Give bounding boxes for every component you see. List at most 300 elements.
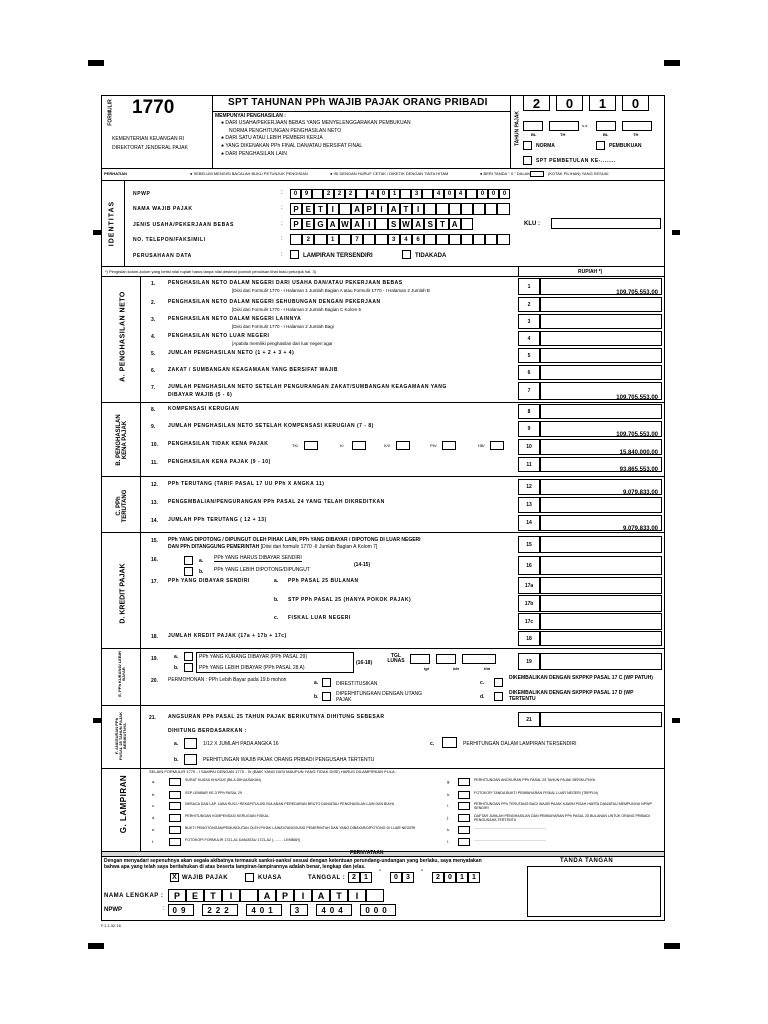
bullet-item: ● DARI SATU ATAU LEBIH PEMBERI KERJA — [221, 135, 323, 141]
npwp-digit-cell[interactable]: 4 — [367, 189, 378, 199]
nama-lengkap-cell[interactable]: E — [186, 889, 204, 902]
row-17a-label: PPh PASAL 25 BULANAN — [288, 578, 359, 584]
nama-char-cell[interactable]: T — [400, 203, 412, 215]
nama-lengkap-cell[interactable]: P — [168, 889, 186, 902]
row-value[interactable] — [540, 404, 662, 419]
nama-lengkap-cell[interactable]: I — [294, 889, 312, 902]
npwp-digit-cell[interactable]: 0 — [378, 189, 389, 199]
row-21b-key: b. — [174, 757, 179, 763]
nama-char-cell[interactable] — [497, 203, 509, 215]
kuasa-checkbox[interactable] — [245, 873, 254, 882]
bln-label: bln — [453, 666, 459, 671]
telp-digit-cell[interactable] — [314, 234, 326, 245]
jenis-char-cell[interactable]: A — [351, 218, 363, 230]
npwp-digit-cell[interactable]: 0 — [290, 189, 301, 199]
row-number: 5. — [151, 351, 156, 357]
skppkp-17d-checkbox[interactable] — [494, 692, 503, 701]
perhatian-note: ● SEBELUM MENGISI BACALAH BUKU PETUNJUK PENGISIAN — [190, 171, 308, 176]
tgl-field[interactable] — [410, 654, 430, 664]
npwp-group-cell[interactable]: 000 — [360, 904, 396, 916]
row-label: PENGHASILAN KENA PAJAK (9 - 10) — [168, 459, 271, 465]
jenis-char-cell[interactable]: W — [339, 218, 351, 230]
jenis-char-cell[interactable]: G — [314, 218, 326, 230]
row-value[interactable] — [540, 348, 662, 363]
nama-lengkap-cell[interactable]: I — [222, 889, 240, 902]
row-sublabel: [Apabila memiliki penghasilan dari luar negeri agar — [232, 341, 333, 346]
npwp-digit-cell[interactable]: 0 — [444, 189, 455, 199]
npwp-digit-cell[interactable] — [400, 189, 411, 199]
telp-digit-cell[interactable]: 4 — [400, 234, 412, 245]
bl-label: BL — [531, 132, 537, 137]
nama-lengkap-label: NAMA LENGKAP : — [104, 893, 164, 899]
restitusi-checkbox[interactable] — [322, 678, 331, 687]
lampiran-item: ........................................................................ — [474, 826, 546, 830]
row-box-number: 10 — [518, 439, 540, 455]
telp-digit-cell[interactable] — [339, 234, 351, 245]
row-number: 1. — [151, 281, 156, 287]
registration-mark — [88, 943, 104, 949]
row-number: 10. — [151, 442, 158, 448]
bullet-item: ● DARI USAHA/PEKERJAAN BEBAS YANG MENYELENGGARAKAN PEMBUKUAN — [221, 120, 411, 126]
row-16b-checkbox[interactable] — [184, 567, 193, 576]
row-19-bracket — [196, 652, 354, 673]
lampiran-item: PERHITUNGAN KOMPENSASI KERUGIAN FISKAL — [185, 814, 270, 818]
row-19b-checkbox[interactable] — [184, 663, 193, 672]
jenis-char-cell[interactable]: S — [424, 218, 436, 230]
lampiran-key: j. — [447, 815, 449, 820]
npwp-digit-cell[interactable] — [422, 189, 433, 199]
npwp-group-cell[interactable]: 401 — [246, 904, 282, 916]
lampiran-item: FOTOKOPI TANDA BUKTI PEMBAYARAN FISKAL LUAR NEGERI (TBPFLN) — [474, 791, 598, 795]
jenis-char-cell[interactable]: P — [290, 218, 302, 230]
row-20a-label: DIRESTITUSIKAN — [336, 681, 378, 687]
date-digit-cell[interactable]: 3 — [402, 872, 414, 883]
row-box-number: 8 — [518, 404, 540, 419]
row-box-number: 14 — [518, 515, 540, 531]
row-label: JUMLAH PENGHASILAN NETO SETELAH KOMPENSASI KERUGIAN (7 - 8) — [168, 423, 374, 429]
period-end-bl[interactable] — [596, 121, 616, 131]
date-digit-cell[interactable]: 0 — [444, 872, 456, 883]
row-number: 20. — [151, 678, 158, 684]
npwp-digit-cell[interactable]: 2 — [323, 189, 334, 199]
date-digit-cell[interactable]: 2 — [348, 872, 360, 883]
telp-digit-cell[interactable] — [485, 234, 497, 245]
row-17b-label: STP PPh PASAL 25 (HANYA POKOK PAJAK) — [288, 597, 412, 603]
row-19a-checkbox[interactable] — [184, 652, 193, 661]
lampiran-key: a. — [152, 779, 156, 784]
lampiran-item: FOTOKOPI FORMULIR 1721-A1 DAN/ATAU 1721-A2 (.......... LEMBAR) — [185, 838, 301, 842]
row-17c-value[interactable] — [540, 613, 662, 630]
row-number: 17. — [151, 579, 158, 585]
directorate-name: DIREKTORAT JENDERAL PAJAK — [112, 145, 188, 151]
npwp-digit-cell[interactable]: 9 — [301, 189, 312, 199]
row-21a-key: a. — [174, 741, 179, 747]
row-number: 6. — [151, 368, 156, 374]
ptkp-status-label: TK/ — [292, 443, 299, 448]
telp-digit-cell[interactable] — [290, 234, 302, 245]
th-label: TH — [560, 132, 566, 137]
wajib-pajak-label: WAJIB PAJAK — [182, 875, 229, 881]
nama-lengkap-cell[interactable]: I — [348, 889, 366, 902]
identitas-label: IDENTITAS — [108, 200, 116, 247]
row-box-number: 17b — [518, 595, 540, 612]
row-number: 16. — [151, 557, 158, 563]
year-digit[interactable]: 0 — [622, 95, 649, 111]
npwp-digit-cell[interactable]: 0 — [477, 189, 488, 199]
row-21a-label: 1/12 X JUMLAH PADA ANGKA 16 — [203, 741, 279, 747]
lampiran-item: PERHITUNGAN ANGSURAN PPh PASAL 25 TAHUN PAJAK BERIKUTNYA — [474, 778, 596, 782]
jenis-char-cell[interactable]: T — [436, 218, 448, 230]
npwp-digit-cell[interactable]: 2 — [334, 189, 345, 199]
period-end-th[interactable] — [622, 121, 652, 131]
lampiran-checkbox[interactable] — [169, 814, 181, 822]
thn-field[interactable] — [462, 654, 496, 664]
lampiran-checkbox[interactable] — [169, 802, 181, 810]
bullet-item: NORMA PENGHITUNGAN PENGHASILAN NETO — [229, 128, 342, 134]
telp-digit-cell[interactable] — [473, 234, 485, 245]
row-16a-checkbox[interactable] — [184, 556, 193, 565]
row-number: 15. — [151, 538, 158, 544]
npwp-digit-cell[interactable] — [312, 189, 323, 199]
perhatian-note: ● BERI TANDA " X " DALAM — [480, 171, 531, 176]
date-digit-cell[interactable]: 0 — [390, 872, 402, 883]
angsuran-b-checkbox[interactable] — [184, 754, 197, 765]
lampiran-intro: SELAIN FORMULIR 1770 - I SAMPAI DENGAN 1770 - IV (BAIK YANG DIISI MAUPUN YANG TIDAK DIISI) HARUS DILAMPIRKAN PULA : — [149, 769, 397, 774]
row-value[interactable]: 109,705,553.00 — [540, 382, 662, 400]
row-value[interactable] — [540, 331, 662, 346]
row-label: JUMLAH PPh TERUTANG ( 12 + 13) — [168, 517, 267, 523]
row-16b-key: b. — [199, 569, 204, 575]
pembukuan-label: PEMBUKUAN — [609, 143, 642, 149]
lampiran-checkbox[interactable] — [458, 802, 470, 810]
period-start-bl[interactable] — [523, 121, 543, 131]
nama-char-cell[interactable]: P — [363, 203, 375, 215]
row-sublabel: [Diisi dari Formulir 1770 - I Halaman 2 Jumlah Bagi — [232, 324, 334, 329]
perusahaan-data-label: PERUSAHAAN DATA — [133, 253, 192, 259]
row-20a-key: a. — [314, 680, 319, 686]
date-digit-cell[interactable]: 2 — [432, 872, 444, 883]
npwp-group-cell[interactable]: 404 — [316, 904, 352, 916]
lampiran-item: BUKTI PEMOTONGAN/PEMUNGUTAN OLEH PIHAK LAIN/DITANGGUNG PEMERINTAH DAN YANG DIBAYAR/DIPOTONG DI LUAR NEGERI — [185, 826, 416, 830]
npwp-digit-cell[interactable] — [356, 189, 367, 199]
row-21-value[interactable] — [540, 712, 662, 727]
row-value[interactable]: 9,079,833.00 — [540, 479, 662, 495]
nama-char-cell[interactable] — [424, 203, 436, 215]
row-17c-key: c. — [274, 615, 279, 621]
klu-field[interactable] — [551, 218, 661, 229]
lampiran-item: DAFTAR JUMLAH PENGHASILAN DAN PEMBAYARAN PPh PASAL 25 BULANAN UNTUK ORANG PRIBADI PENGUSAHA TERTENTU — [474, 814, 650, 823]
telp-digit-cell[interactable] — [375, 234, 387, 245]
row-box-number: 12 — [518, 479, 540, 495]
row-16a-label: PPh YANG HARUS DIBAYAR SENDIRI — [214, 555, 302, 561]
row-value[interactable] — [540, 297, 662, 312]
row-number: 7. — [151, 385, 156, 391]
row-19a-key: a. — [174, 654, 179, 660]
date-digit-cell[interactable]: 1 — [456, 872, 468, 883]
jenis-char-cell[interactable]: A — [327, 218, 339, 230]
nama-char-cell[interactable] — [449, 203, 461, 215]
jenis-char-cell[interactable]: I — [363, 218, 375, 230]
lampiran-key: i. — [447, 803, 449, 808]
row-sublabel: DIBAYAR WAJIB (5 - 6) — [168, 392, 233, 398]
ptkp-status-label: PH/ — [430, 443, 437, 448]
row-value[interactable]: 15,840,000.00 — [540, 439, 662, 455]
nama-lengkap-cell[interactable]: T — [330, 889, 348, 902]
formulir-label: FORMULIR — [107, 99, 114, 126]
jenis-char-cell[interactable] — [375, 218, 387, 230]
jenis-char-cell[interactable]: E — [302, 218, 314, 230]
row-15-label-2: DAN PPh DITANGGUNG PEMERINTAH [Diisi dari formulir 1770 -II Jumlah Bagian A Kolom 7] — [168, 544, 378, 550]
row-value[interactable] — [540, 497, 662, 513]
npwp-digit-cell[interactable]: 0 — [499, 189, 510, 199]
row-box-number: 16 — [518, 556, 540, 575]
telp-digit-cell[interactable] — [424, 234, 436, 245]
row-16-formula: (14-15) — [354, 562, 371, 568]
ptkp-status-field[interactable] — [396, 441, 410, 450]
row-value[interactable]: 109,705,553.00 — [540, 278, 662, 295]
lampiran-key: c. — [152, 803, 156, 808]
nama-lengkap-cell[interactable]: A — [312, 889, 330, 902]
section-g-label: G. LAMPIRAN — [119, 774, 128, 834]
row-19a-label: PPh YANG KURANG DIBAYAR (PPh PASAL 29) — [199, 654, 308, 660]
nama-char-cell[interactable] — [485, 203, 497, 215]
lampiran-key: g. — [447, 779, 451, 784]
nama-char-cell[interactable] — [461, 203, 473, 215]
row-16-value[interactable] — [540, 556, 662, 575]
row-value[interactable] — [540, 365, 662, 380]
lampiran-checkbox[interactable] — [458, 838, 470, 846]
registration-mark — [93, 718, 101, 723]
section-f-label: F. ANGSURAN PPh PASAL 25 TAHUN PAJAK BERIKUTNYA — [114, 712, 127, 760]
row-18-value[interactable] — [540, 631, 662, 646]
row-box-number: 6 — [518, 365, 540, 380]
row-value[interactable] — [540, 314, 662, 329]
row-17b-value[interactable] — [540, 595, 662, 612]
lampiran-checkbox[interactable] — [458, 826, 470, 834]
sd-label: s.d — [582, 123, 588, 128]
ptkp-status-field[interactable] — [352, 441, 366, 450]
npwp-digit-cell[interactable]: 0 — [488, 189, 499, 199]
tahun-pajak-label: TAHUN PAJAK — [514, 110, 521, 147]
nama-char-cell[interactable] — [473, 203, 485, 215]
row-20b-key: b. — [314, 694, 319, 700]
jenis-char-cell[interactable]: S — [388, 218, 400, 230]
row-17b-key: b. — [274, 597, 279, 603]
telp-digit-cell[interactable] — [497, 234, 509, 245]
row-17-label: PPh YANG DIBAYAR SENDIRI — [168, 578, 250, 584]
nama-char-cell[interactable]: I — [327, 203, 339, 215]
section-a-label: A. PENGHASILAN NETO — [119, 291, 127, 382]
date-digit-cell[interactable]: 1 — [468, 872, 480, 883]
row-19b-label: PPh YANG LEBIH DIBAYAR (PPh PASAL 28 A) — [199, 665, 305, 671]
lampiran-checkbox[interactable] — [458, 778, 470, 786]
nama-char-cell[interactable] — [339, 203, 351, 215]
date-separator: - — [421, 868, 423, 874]
telp-digit-cell[interactable] — [436, 234, 448, 245]
npwp-group-cell[interactable]: 222 — [202, 904, 238, 916]
row-value[interactable]: 109,705,553.00 — [540, 421, 662, 437]
year-digit[interactable]: 0 — [556, 95, 583, 111]
telp-digit-cell[interactable] — [363, 234, 375, 245]
row-label: PENGHASILAN NETO DALAM NEGERI DARI USAHA DAN/ATAU PEKERJAAN BEBAS — [168, 280, 403, 286]
ptkp-status-label: K/I/ — [384, 443, 391, 448]
pernyataan-text-2: bahwa apa yang telah saya beritahukan di atas beserta lampiran-lampirannya adalah benar, lengkap dan jelas. — [104, 864, 366, 870]
row-21c-key: c. — [430, 741, 435, 747]
year-digit[interactable]: 1 — [589, 95, 616, 111]
row-20c-key: c. — [480, 680, 485, 686]
nama-char-cell[interactable] — [436, 203, 448, 215]
year-digit[interactable]: 2 — [523, 95, 550, 111]
footer-code: F.1.1.32.16 — [101, 923, 121, 928]
row-20-label: PERMOHONAN : PPh Lebih Bayar pada 19.b mohon — [168, 677, 287, 683]
jenis-char-cell[interactable]: W — [400, 218, 412, 230]
angsuran-c-checkbox[interactable] — [442, 737, 457, 748]
sample-checkbox — [530, 171, 544, 177]
row-box-number: 7 — [518, 382, 540, 400]
row-box-number: 17a — [518, 577, 540, 594]
npwp-group-cell[interactable]: 3 — [290, 904, 308, 916]
nama-lengkap-cell[interactable]: P — [276, 889, 294, 902]
ptkp-status-label: HB/ — [478, 443, 485, 448]
utang-pajak-checkbox[interactable] — [322, 692, 331, 701]
period-start-th[interactable] — [549, 121, 579, 131]
npwp-digit-cell[interactable]: 4 — [455, 189, 466, 199]
row-17a-value[interactable] — [540, 577, 662, 594]
registration-mark — [93, 230, 101, 235]
tanggal-label: TANGGAL : — [308, 875, 346, 881]
row-number: 3. — [151, 317, 156, 323]
telp-digit-cell[interactable]: 1 — [327, 234, 339, 245]
skppkp-17c-checkbox[interactable] — [494, 678, 503, 687]
row-label: PENGEMBALIAN/PENGURANGAN PPh PASAL 24 YANG TELAH DIKREDITKAN — [168, 499, 385, 505]
npwp-digit-cell[interactable]: 2 — [345, 189, 356, 199]
row-18-label: JUMLAH KREDIT PAJAK (17a + 17b + 17c) — [168, 633, 287, 639]
row-15-value[interactable] — [540, 536, 662, 553]
row-number: 14. — [151, 518, 158, 524]
wajib-pajak-checkbox[interactable]: X — [170, 873, 179, 882]
nama-char-cell[interactable]: A — [388, 203, 400, 215]
row-number: 8. — [151, 407, 156, 413]
registration-mark — [672, 718, 680, 723]
lampiran-tersendiri-label: LAMPIRAN TERSENDIRI — [303, 253, 373, 259]
nama-char-cell[interactable]: P — [290, 203, 302, 215]
nama-char-cell[interactable]: E — [302, 203, 314, 215]
row-number: 18. — [151, 634, 158, 640]
row-value[interactable]: 93,865,553.00 — [540, 457, 662, 472]
tidak-ada-checkbox[interactable] — [402, 250, 411, 259]
nama-char-cell[interactable]: T — [314, 203, 326, 215]
npwp-digit-cell[interactable]: 4 — [433, 189, 444, 199]
lampiran-key: f. — [152, 839, 155, 844]
row-box-number: 11 — [518, 457, 540, 472]
pembukuan-checkbox[interactable] — [596, 141, 605, 150]
ptkp-status-field[interactable] — [304, 441, 318, 450]
telp-digit-cell[interactable]: 7 — [351, 234, 363, 245]
registration-mark — [88, 60, 104, 66]
section-e-label: E. PPh KURANG/ LEBIH BAYAR — [117, 651, 126, 697]
nama-char-cell[interactable]: I — [375, 203, 387, 215]
date-separator: - — [379, 868, 381, 874]
row-box-number: 5 — [518, 348, 540, 363]
lampiran-checkbox[interactable] — [458, 791, 470, 799]
telp-digit-cell[interactable]: 6 — [412, 234, 424, 245]
lampiran-checkbox[interactable] — [169, 778, 181, 786]
row-number: 21. — [149, 715, 156, 721]
bullet-item: ● YANG DIKENAKAN PPh FINAL DAN/ATAU BERSIFAT FINAL — [221, 143, 363, 149]
row-19-value[interactable] — [540, 653, 662, 670]
pembetulan-checkbox[interactable] — [523, 156, 532, 165]
nama-char-cell[interactable]: A — [351, 203, 363, 215]
lampiran-checkbox[interactable] — [169, 826, 181, 834]
telp-digit-cell[interactable]: 3 — [388, 234, 400, 245]
nama-lengkap-cell[interactable]: T — [204, 889, 222, 902]
npwp-digit-cell[interactable]: 1 — [389, 189, 400, 199]
bullet-item: ● DARI PENGHASILAN LAIN — [221, 151, 287, 157]
row-label: PENGHASILAN NETO DALAM NEGERI LAINNYA — [168, 316, 302, 322]
lampiran-tersendiri-checkbox[interactable] — [290, 250, 299, 259]
npwp-label-2: NPWP — [104, 907, 122, 913]
row-17a-key: a. — [274, 578, 279, 584]
thn-label: thn — [484, 666, 491, 671]
row-sublabel: [Diisi dari Formulir 1770 - I Halaman 2 Jumlah Bagian C Kolom 5 — [232, 307, 362, 312]
row-number: 4. — [151, 334, 156, 340]
section-d-label: D. KREDIT PAJAK — [119, 563, 127, 624]
nama-char-cell[interactable]: I — [412, 203, 424, 215]
row-number: 12. — [151, 482, 158, 488]
row-label: JUMLAH PENGHASILAN NETO (1 + 2 + 3 + 4) — [168, 350, 295, 356]
npwp-digit-cell[interactable] — [466, 189, 477, 199]
date-digit-cell[interactable]: 1 — [360, 872, 372, 883]
bln-field[interactable] — [436, 654, 456, 664]
lampiran-checkbox[interactable] — [169, 838, 181, 846]
row-17c-label: FISKAL LUAR NEGERI — [288, 615, 351, 621]
row-box-number: 1 — [518, 278, 540, 295]
nama-lengkap-cell[interactable] — [240, 889, 258, 902]
ptkp-status-field[interactable] — [442, 441, 456, 450]
nama-lengkap-cell[interactable] — [366, 889, 384, 902]
telp-digit-cell[interactable] — [461, 234, 473, 245]
lampiran-checkbox[interactable] — [169, 791, 181, 799]
lampiran-item: NERACA DAN LAP. LABA RUGI / REKAPITULASI BULANAN PEREDARAN BRUTO DAN/ATAU PENGHASILAN LAIN DAN BIAYA — [185, 802, 395, 806]
jenis-char-cell[interactable]: A — [412, 218, 424, 230]
lampiran-item: SSP LEMBAR KE-3 PPh PASAL 29 — [185, 791, 242, 795]
lampiran-checkbox[interactable] — [458, 814, 470, 822]
row-box-number: 18 — [518, 631, 540, 646]
telp-digit-cell[interactable]: 2 — [302, 234, 314, 245]
norma-checkbox[interactable] — [523, 141, 532, 150]
tanda-tangan-label: TANDA TANGAN — [560, 858, 614, 864]
row-value[interactable]: 9,079,833.00 — [540, 515, 662, 531]
nama-lengkap-cell[interactable]: A — [258, 889, 276, 902]
lampiran-key: h. — [447, 792, 451, 797]
npwp-digit-cell[interactable]: 3 — [411, 189, 422, 199]
telp-digit-cell[interactable] — [449, 234, 461, 245]
tgl-lunas-label: TGL LUNAS — [387, 653, 405, 664]
perhatian-note: ● ISI DENGAN HURUF CETAK / DIKETIK DENGAN TINTA HITAM — [330, 171, 449, 176]
jenis-char-cell[interactable]: A — [449, 218, 461, 230]
row-box-number: 17c — [518, 613, 540, 630]
row-number: 13. — [151, 500, 158, 506]
registration-mark — [664, 60, 680, 66]
angsuran-a-checkbox[interactable] — [184, 738, 197, 749]
decimal-notice: *) Pengisian kolom-kolom yang berisi nilai rupiah harus tanpa nilai desimal (contoh penulisan lihat buku petunjuk hal. 3) — [105, 269, 317, 274]
ptkp-status-label: K/ — [340, 443, 344, 448]
jenis-char-cell[interactable] — [461, 218, 473, 230]
signature-box[interactable] — [527, 866, 661, 917]
npwp-group-cell[interactable]: 09 — [168, 904, 194, 916]
ptkp-status-field[interactable] — [490, 441, 504, 450]
th-label: TH — [633, 132, 639, 137]
